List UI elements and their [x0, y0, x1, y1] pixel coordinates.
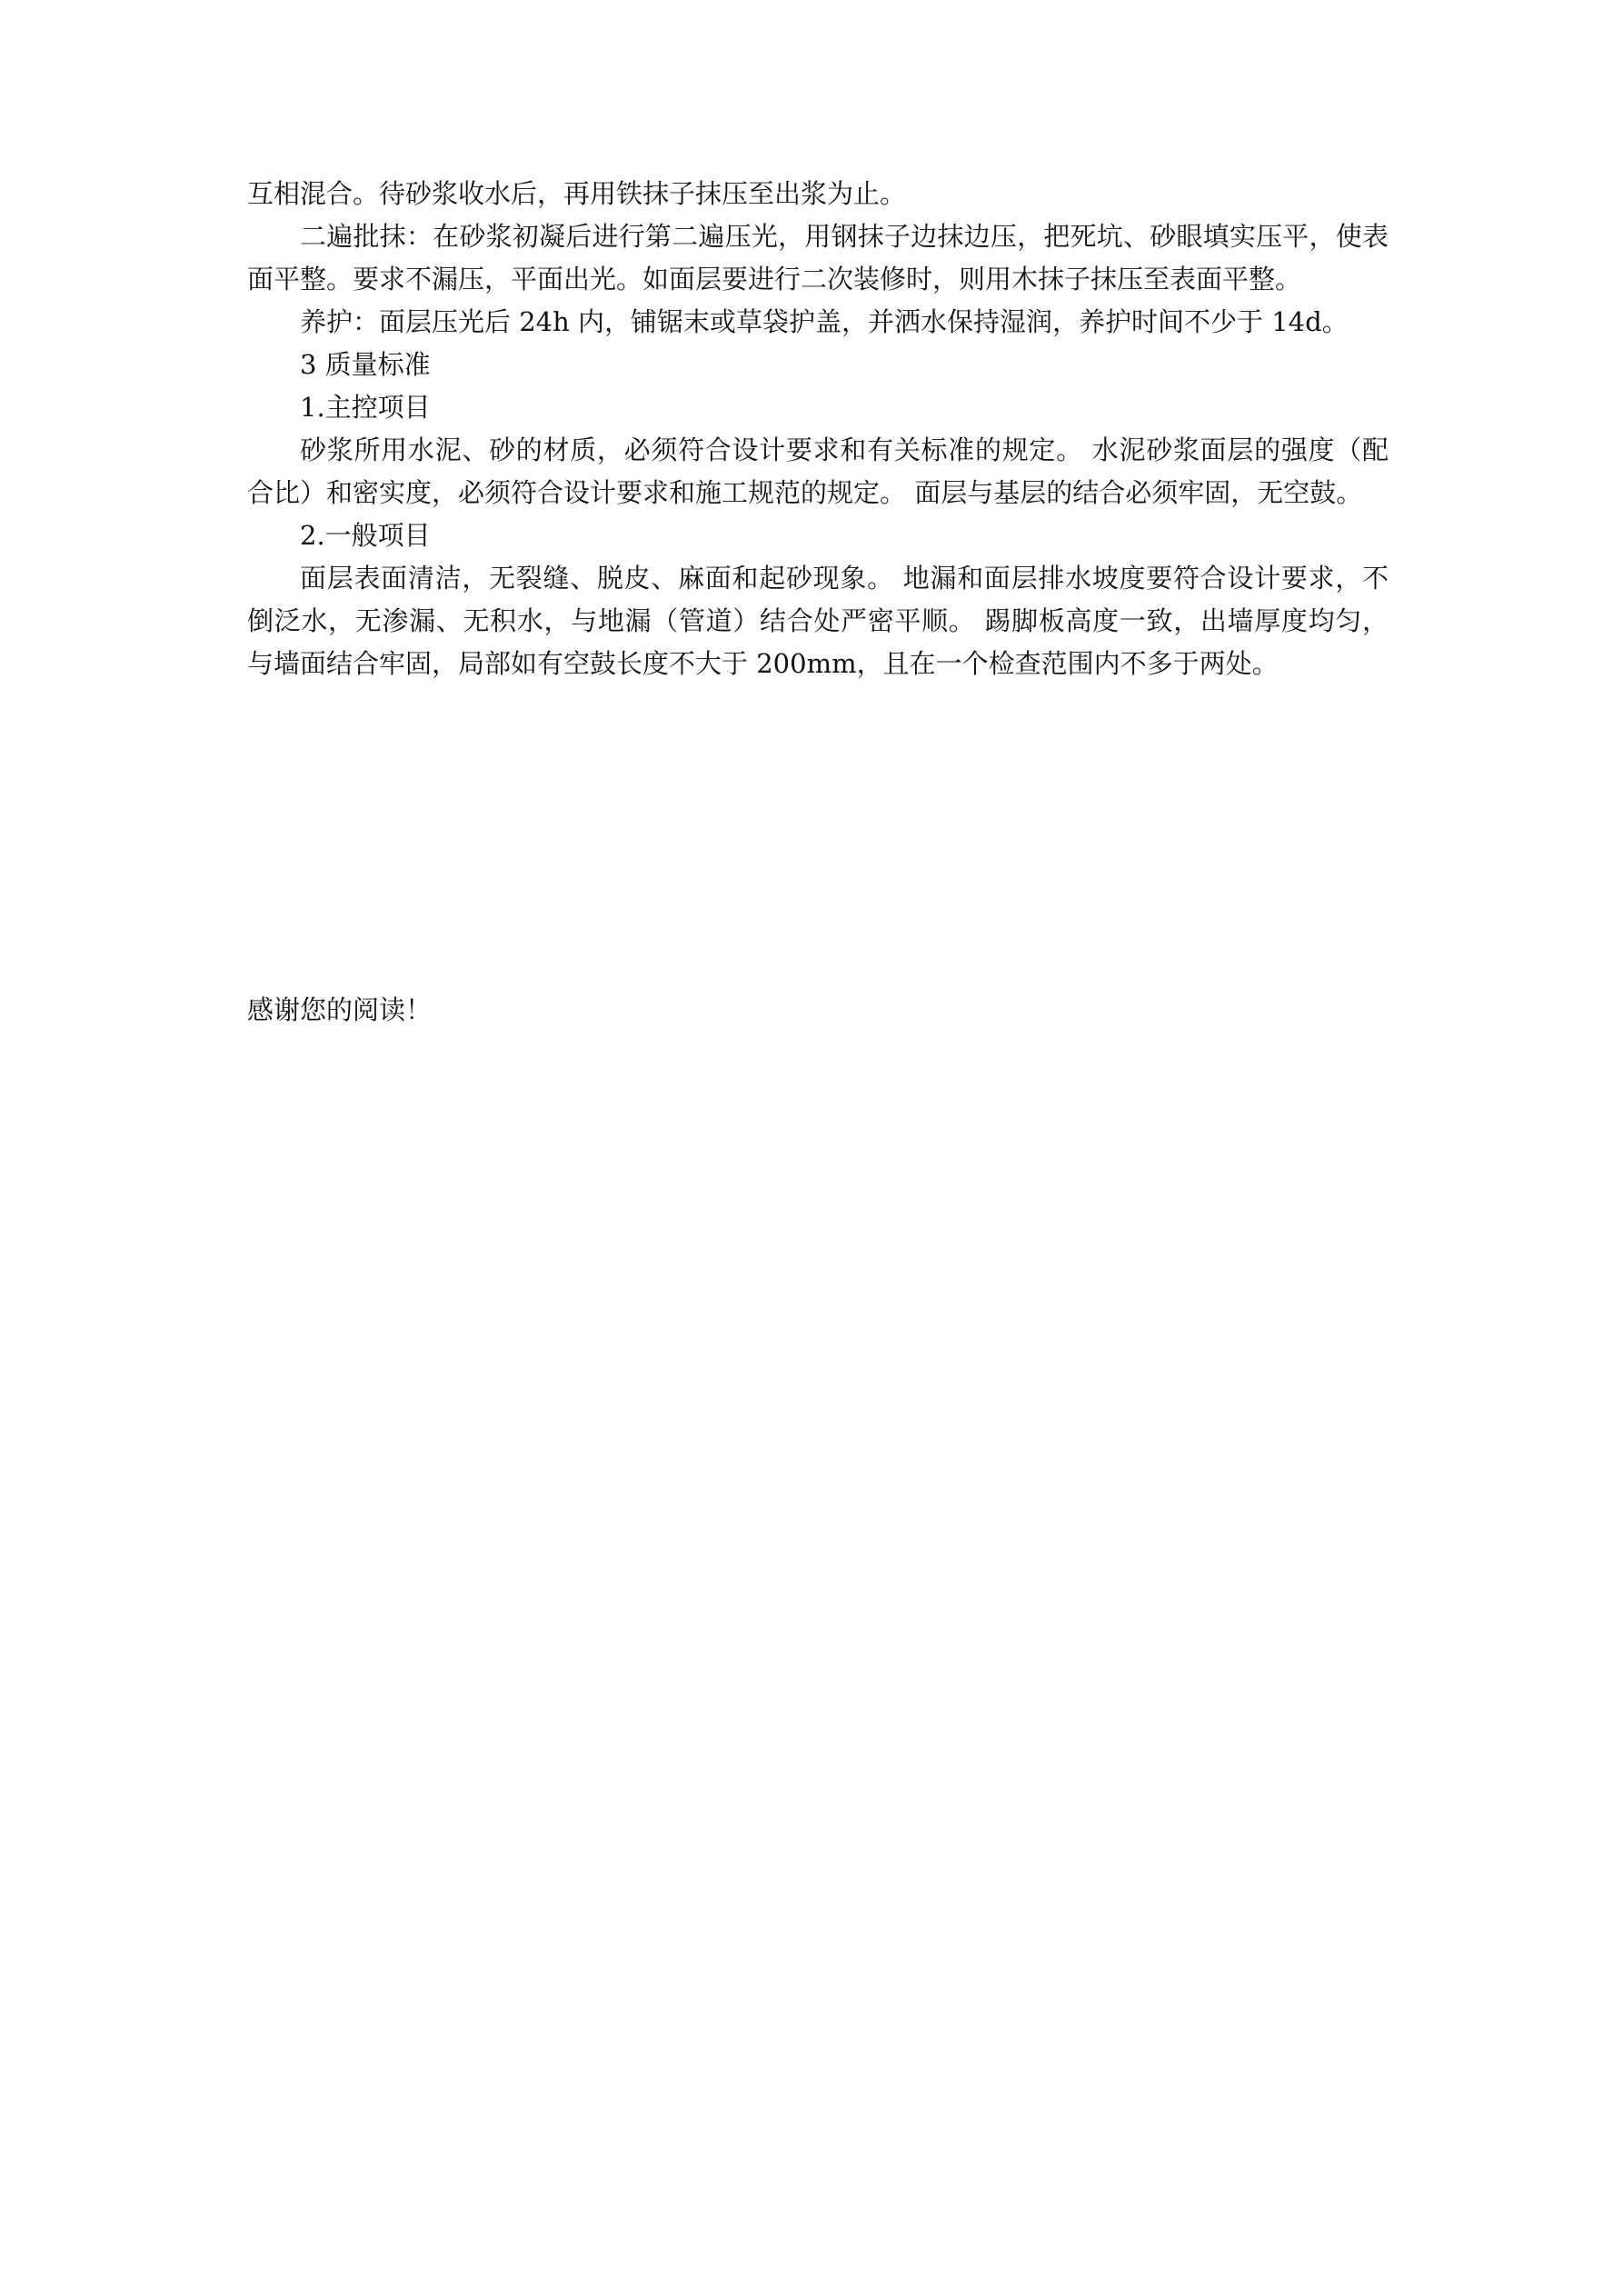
paragraph-general-items: 面层表面清洁，无裂缝、脱皮、麻面和起砂现象。 地漏和面层排水坡度要符合设计要求，不倒泛水，无渗漏、无积水，与地漏（管道）结合处严密平顺。 踢脚板高度一致，出墙厚度均匀，与墙面结合牢固，局部如有空鼓长度不大于 200mm，且在一个检查范围内不多于两处。	[247, 563, 1389, 679]
paragraph-second-pass: 二遍批抹：在砂浆初凝后进行第二遍压光，用钢抹子边抹边压，把死坑、砂眼填实压平，使表面平整。要求不漏压，平面出光。如面层要进行二次装修时，则用木抹子抹压至表面平整。	[247, 221, 1389, 294]
paragraph-curing: 养护：面层压光后 24h 内，铺锯末或草袋护盖，并洒水保持湿润，养护时间不少于 14d。	[300, 306, 1349, 337]
general-items-heading: 2.一般项目	[300, 520, 431, 551]
paragraph-continuation: 互相混合。待砂浆收水后，再用铁抹子抹压至出浆为止。	[247, 178, 907, 209]
paragraph-main-items: 砂浆所用水泥、砂的材质，必须符合设计要求和有关标准的规定。 水泥砂浆面层的强度（配合比）和密实度，必须符合设计要求和施工规范的规定。 面层与基层的结合必须牢固，无空鼓。	[247, 434, 1389, 508]
section-3-heading: 3 质量标准	[300, 349, 431, 380]
main-items-heading: 1.主控项目	[300, 392, 431, 423]
closing-thanks: 感谢您的阅读！	[247, 994, 433, 1025]
document-body	[247, 173, 1389, 685]
